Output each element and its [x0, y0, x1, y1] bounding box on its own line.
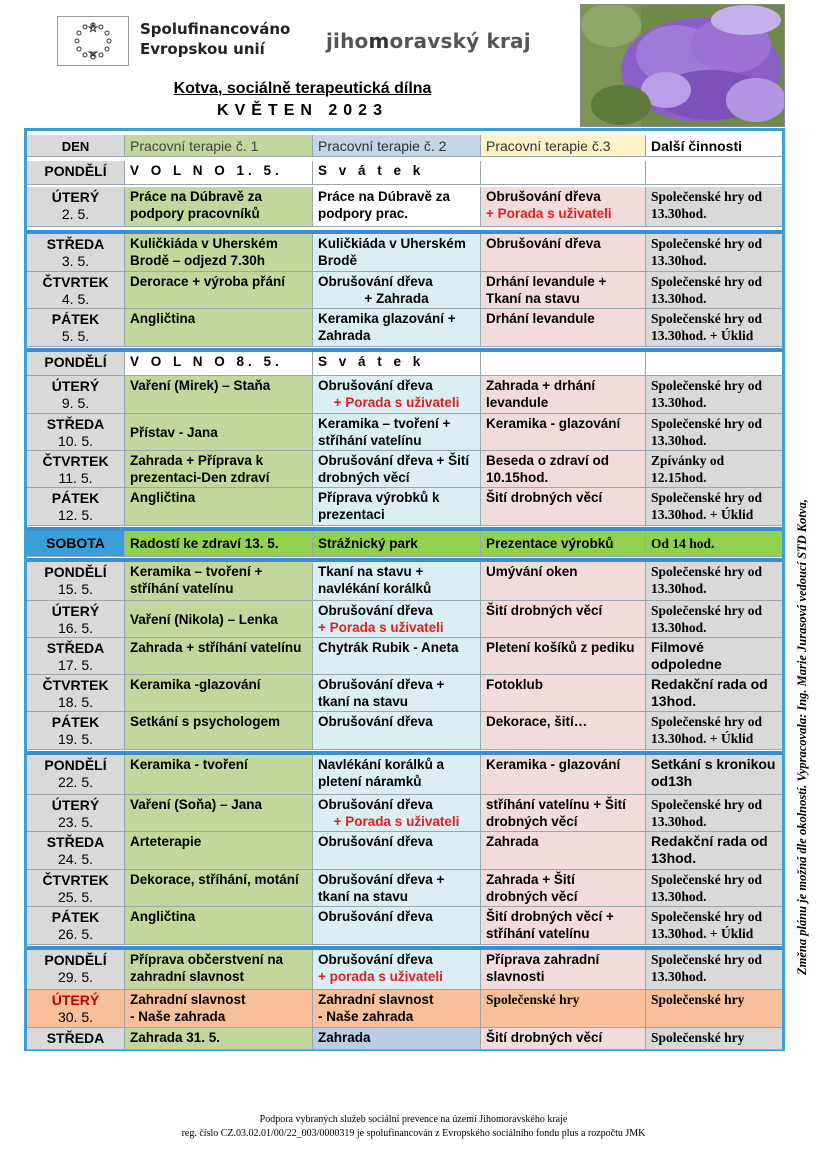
day-name: SOBOTA — [46, 535, 105, 551]
cell-t2: Obrušování dřeva + tkaní na stavu — [313, 870, 481, 907]
day-cell — [27, 795, 125, 832]
eu-line-1: Spolufinancováno — [140, 20, 291, 38]
cell-t1: V O L N O 8. 5. — [125, 352, 313, 376]
day-date: 15. 5. — [57, 581, 94, 597]
day-name: PÁTEK — [51, 311, 100, 327]
cell-t4: Společenské hry od 13.30hod. + Úklid — [646, 712, 782, 750]
table-row — [27, 161, 782, 185]
cell-t4: Redakční rada od 13hod. — [646, 832, 782, 870]
cell-t2: Obrušování dřeva — [313, 832, 481, 870]
cell-t2: Obrušování dřeva + tkaní na stavu — [313, 675, 481, 712]
cell-t3 — [481, 187, 646, 227]
cell-t1: V O L N O 1. 5. — [125, 161, 313, 185]
cell-t3: Zahrada — [481, 832, 646, 870]
cell-t3: stříhání vatelínu + Šití drobných věcí — [481, 795, 646, 832]
table-row — [27, 795, 782, 832]
day-name: ČTVRTEK — [42, 274, 109, 290]
table-row — [27, 601, 782, 638]
day-cell — [27, 414, 125, 451]
cell-t4: Zpívánky od 12.15hod. — [646, 451, 782, 488]
day-name: ÚTERÝ — [51, 992, 100, 1008]
cell-t4: Filmové odpoledne — [646, 638, 782, 675]
cell-t1: Zahrada + Příprava k prezentaci-Den zdraví — [125, 451, 313, 488]
cell-t3: Šití drobných věcí — [481, 1028, 646, 1050]
day-name: ČTVRTEK — [42, 872, 109, 888]
day-date: 9. 5. — [61, 395, 90, 411]
table-row — [27, 832, 782, 870]
day-date: 10. 5. — [57, 433, 94, 449]
day-date: 30. 5. — [57, 1009, 94, 1025]
day-cell — [27, 187, 125, 227]
table-row — [27, 414, 782, 451]
cell-t4: Společenské hry od 13.30hod. — [646, 414, 782, 451]
cell-t2 — [313, 950, 481, 990]
day-name: ÚTERÝ — [51, 189, 100, 205]
day-name: PONDĚLÍ — [44, 354, 107, 370]
cell-t3-main: Obrušování dřeva — [486, 189, 601, 204]
cell-t2 — [313, 795, 481, 832]
day-date: 23. 5. — [57, 814, 94, 830]
day-cell — [27, 352, 125, 376]
cell-t4 — [646, 161, 782, 185]
cell-t4: Společenské hry od 13.30hod. + Úklid — [646, 488, 782, 526]
table-row — [27, 531, 782, 557]
cell-t1: Keramika - tvoření — [125, 755, 313, 795]
cell-t1: Zahrada + stříhání vatelínu — [125, 638, 313, 675]
cell-t3: Zahrada + Šití drobných věcí — [481, 870, 646, 907]
col-therapy-1: Pracovní terapie č. 1 — [125, 135, 313, 157]
cell-t3: Drhání levandule + Tkaní na stavu — [481, 272, 646, 309]
day-date: 24. 5. — [57, 851, 94, 867]
day-name: PONDĚLÍ — [44, 952, 107, 968]
side-note: Změna plánu je možná dle okolností. Vypracovala: Ing. Marie Jurasová vedoucí STD Kotva, — [795, 499, 809, 975]
day-name: ČTVRTEK — [42, 677, 109, 693]
cell-t1: Angličtina — [125, 309, 313, 347]
table-row — [27, 309, 782, 347]
cell-t2-extra: + Zahrada — [364, 291, 429, 306]
eu-flag-icon — [57, 16, 129, 66]
day-cell — [27, 675, 125, 712]
table-row — [27, 352, 782, 376]
cell-t1: Vaření (Mirek) – Staňa — [125, 376, 313, 414]
cell-t3: Keramika - glazování — [481, 755, 646, 795]
cell-t4: Setkání s kronikou od13h — [646, 755, 782, 795]
cell-t2 — [313, 601, 481, 638]
day-cell — [27, 870, 125, 907]
day-cell — [27, 451, 125, 488]
cell-t3: Keramika - glazování — [481, 414, 646, 451]
footer — [100, 1113, 727, 1141]
cell-t2-main: Obrušování dřeva — [318, 952, 433, 967]
table-row — [27, 234, 782, 272]
day-cell — [27, 601, 125, 638]
cell-t4: Společenské hry od 13.30hod. — [646, 234, 782, 272]
day-cell — [27, 1028, 125, 1050]
cell-t2-main: Obrušování dřeva — [318, 378, 433, 393]
cell-t4: Společenské hry od 13.30hod. + Úklid — [646, 907, 782, 945]
cell-t3: Umývání oken — [481, 562, 646, 601]
day-name: PONDĚLÍ — [44, 757, 107, 773]
cell-t2: Keramika – tvoření + stříhání vatelínu — [313, 414, 481, 451]
day-date: 25. 5. — [57, 889, 94, 905]
cell-t2: Obrušování dřeva + Šití drobných věcí — [313, 451, 481, 488]
day-cell — [27, 234, 125, 272]
cell-t1: Příprava občerstvení na zahradní slavnost — [125, 950, 313, 990]
cell-t2 — [313, 376, 481, 414]
table-header — [27, 135, 782, 157]
table-row — [27, 870, 782, 907]
day-date: 4. 5. — [61, 291, 90, 307]
day-name: PONDĚLÍ — [44, 163, 107, 179]
region-logo-c: oravský kraj — [389, 29, 531, 53]
footer-line-1: Podpora vybraných služeb sociální prevence na území Jihomoravského kraje — [259, 1114, 568, 1125]
table-row — [27, 638, 782, 675]
day-cell — [27, 832, 125, 870]
month-title: KVĚTEN 2023 — [217, 102, 388, 119]
footer-line-2: reg. číslo CZ.03.02.01/00/22_003/0000319 je spolufinancován z Evropského sociálního fondu plus a rozpočtu JMK — [181, 1128, 646, 1139]
cell-t2-main: Obrušování dřeva — [318, 274, 433, 289]
day-name: STŘEDA — [46, 236, 105, 252]
cell-t4: Společenské hry od 13.30hod. — [646, 376, 782, 414]
cell-t3-extra: + Porada s uživateli — [486, 206, 612, 221]
cell-t2: Tkaní na stavu + navlékání korálků — [313, 562, 481, 601]
region-logo — [326, 29, 531, 53]
cell-t1: Keramika – tvoření + stříhání vatelínu — [125, 562, 313, 601]
cell-t3: Fotoklub — [481, 675, 646, 712]
cell-t3: Dekorace, šití… — [481, 712, 646, 750]
day-cell — [27, 638, 125, 675]
schedule-table — [24, 128, 785, 1051]
cell-t1: Arteterapie — [125, 832, 313, 870]
col-therapy-2: Pracovní terapie č. 2 — [313, 135, 481, 157]
table-row — [27, 376, 782, 414]
cell-t3: Prezentace výrobků — [481, 531, 646, 557]
cell-t3: Šití drobných věcí — [481, 601, 646, 638]
day-cell — [27, 755, 125, 795]
cell-t3: Pletení košíků z pediku — [481, 638, 646, 675]
cell-t4: Společenské hry od 13.30hod. — [646, 272, 782, 309]
region-logo-b: m — [368, 29, 390, 53]
day-name: ÚTERÝ — [51, 797, 100, 813]
day-name: ÚTERÝ — [51, 603, 100, 619]
cell-t3: Zahrada + drhání levandule — [481, 376, 646, 414]
lilac-photo — [580, 4, 785, 127]
day-name: STŘEDA — [46, 640, 105, 656]
cell-t2: Obrušování dřeva — [313, 712, 481, 750]
day-name: PÁTEK — [51, 714, 100, 730]
day-name: PÁTEK — [51, 909, 100, 925]
table-row — [27, 488, 782, 526]
table-row — [27, 451, 782, 488]
cell-t1: Vaření (Soňa) – Jana — [125, 795, 313, 832]
cell-t4: Společenské hry od 13.30hod. — [646, 187, 782, 227]
cell-t1: Angličtina — [125, 488, 313, 526]
day-name: PÁTEK — [51, 490, 100, 506]
day-date: 3. 5. — [61, 253, 90, 269]
cell-t4: Společenské hry od 13.30hod. + Úklid — [646, 309, 782, 347]
cell-t1: Angličtina — [125, 907, 313, 945]
day-name: STŘEDA — [46, 1030, 105, 1046]
cell-t2: Zahrada — [313, 1028, 481, 1050]
cell-t2: Navlékání korálků a pletení náramků — [313, 755, 481, 795]
cell-t4: Společenské hry od 13.30hod. — [646, 795, 782, 832]
cell-t2: Obrušování dřeva — [313, 907, 481, 945]
day-date: 17. 5. — [57, 657, 94, 673]
cell-t3: Společenské hry — [481, 990, 646, 1028]
table-row — [27, 187, 782, 227]
day-date: 19. 5. — [57, 731, 94, 747]
cell-t1: Keramika -glazování — [125, 675, 313, 712]
day-date: 22. 5. — [57, 774, 94, 790]
day-date: 11. 5. — [58, 470, 93, 486]
cell-t1: Dekorace, stříhání, motání — [125, 870, 313, 907]
cell-t2-extra: + Porada s uživateli — [318, 620, 444, 635]
col-day: DEN — [27, 135, 125, 157]
cell-t4: Společenské hry od 13.30hod. — [646, 870, 782, 907]
cell-t2: S v á t e k — [313, 352, 481, 376]
cell-t4: Redakční rada od 13hod. — [646, 675, 782, 712]
day-date: 29. 5. — [57, 969, 94, 985]
table-row — [27, 675, 782, 712]
cell-t2-extra: - Naše zahrada — [318, 1009, 414, 1024]
cell-t1: Kuličkiáda v Uherském Brodě – odjezd 7.30h — [125, 234, 313, 272]
cell-t1: Radostí ke zdraví 13. 5. — [125, 531, 313, 557]
cell-t3: Drhání levandule — [481, 309, 646, 347]
cell-t1 — [125, 990, 313, 1028]
cell-t2: Práce na Dúbravě za podpory prac. — [313, 187, 481, 227]
cell-t2 — [313, 990, 481, 1028]
cell-t1: Derorace + výroba přání — [125, 272, 313, 309]
table-row — [27, 990, 782, 1028]
eu-cofinanced-text — [140, 19, 290, 59]
day-cell — [27, 309, 125, 347]
cell-t3: Šití drobných věcí — [481, 488, 646, 526]
day-cell — [27, 990, 125, 1028]
day-date: 5. 5. — [61, 328, 90, 344]
day-cell — [27, 272, 125, 309]
cell-t2-extra: + Porada s uživateli — [333, 395, 460, 410]
table-row — [27, 562, 782, 601]
table-row — [27, 950, 782, 990]
day-cell — [27, 712, 125, 750]
cell-t2-main: Obrušování dřeva — [318, 797, 433, 812]
cell-t2-main: Obrušování dřeva — [318, 603, 433, 618]
cell-t2: S v á t e k — [313, 161, 481, 185]
table-row — [27, 755, 782, 795]
day-cell — [27, 950, 125, 990]
day-date: 16. 5. — [57, 620, 94, 636]
cell-t2 — [313, 272, 481, 309]
cell-t2: Keramika glazování + Zahrada — [313, 309, 481, 347]
day-cell — [27, 161, 125, 185]
day-name: PONDĚLÍ — [44, 564, 107, 580]
cell-t3: Beseda o zdraví od 10.15hod. — [481, 451, 646, 488]
table-row — [27, 272, 782, 309]
eu-line-2: Evropskou unií — [140, 40, 265, 58]
day-name: ÚTERÝ — [51, 378, 100, 394]
day-name: ČTVRTEK — [42, 453, 109, 469]
cell-t4: Společenské hry od 13.30hod. — [646, 950, 782, 990]
day-cell — [27, 907, 125, 945]
cell-t3: Obrušování dřeva — [481, 234, 646, 272]
cell-t1-extra: - Naše zahrada — [130, 1009, 226, 1024]
cell-t4: Od 14 hod. — [646, 531, 782, 557]
page-title: Kotva, sociálně terapeutická dílna — [173, 80, 432, 97]
cell-t2: Kuličkiáda v Uherském Brodě — [313, 234, 481, 272]
cell-t4: Společenské hry — [646, 1028, 782, 1050]
day-date: 26. 5. — [57, 926, 94, 942]
cell-t1: Přístav - Jana — [125, 414, 313, 451]
day-name: STŘEDA — [46, 834, 105, 850]
cell-t2: Příprava výrobků k prezentaci — [313, 488, 481, 526]
day-cell — [27, 562, 125, 601]
cell-t2: Chytrák Rubik - Aneta — [313, 638, 481, 675]
cell-t1: Práce na Dúbravě za podpory pracovníků — [125, 187, 313, 227]
cell-t1: Vaření (Nikola) – Lenka — [125, 601, 313, 638]
cell-t2-main: Zahradní slavnost — [318, 992, 434, 1007]
cell-t3: Šití drobných věcí + stříhání vatelínu — [481, 907, 646, 945]
cell-t4: Společenské hry od 13.30hod. — [646, 562, 782, 601]
cell-t2-extra: + Porada s uživateli — [333, 814, 460, 829]
day-cell — [27, 488, 125, 526]
col-other: Další činnosti — [646, 135, 782, 157]
table-row — [27, 712, 782, 750]
cell-t3 — [481, 352, 646, 376]
day-cell — [27, 376, 125, 414]
day-date: 2. 5. — [61, 206, 90, 222]
cell-t2-extra: + porada s uživateli — [318, 969, 443, 984]
cell-t2: Strážnický park — [313, 531, 481, 557]
table-row — [27, 907, 782, 945]
cell-t4: Společenské hry od 13.30hod. — [646, 601, 782, 638]
cell-t3 — [481, 161, 646, 185]
region-logo-a: jiho — [326, 29, 369, 53]
cell-t1: Zahrada 31. 5. — [125, 1028, 313, 1050]
col-therapy-3: Pracovní terapie č.3 — [481, 135, 646, 157]
cell-t1: Setkání s psychologem — [125, 712, 313, 750]
table-row — [27, 1028, 782, 1050]
cell-t4 — [646, 352, 782, 376]
cell-t4: Společenské hry — [646, 990, 782, 1028]
day-date: 12. 5. — [57, 507, 94, 523]
day-date: 18. 5. — [57, 694, 94, 710]
day-name: STŘEDA — [46, 416, 105, 432]
cell-t3: Příprava zahradní slavnosti — [481, 950, 646, 990]
day-cell — [27, 531, 125, 557]
cell-t1-main: Zahradní slavnost — [130, 992, 246, 1007]
